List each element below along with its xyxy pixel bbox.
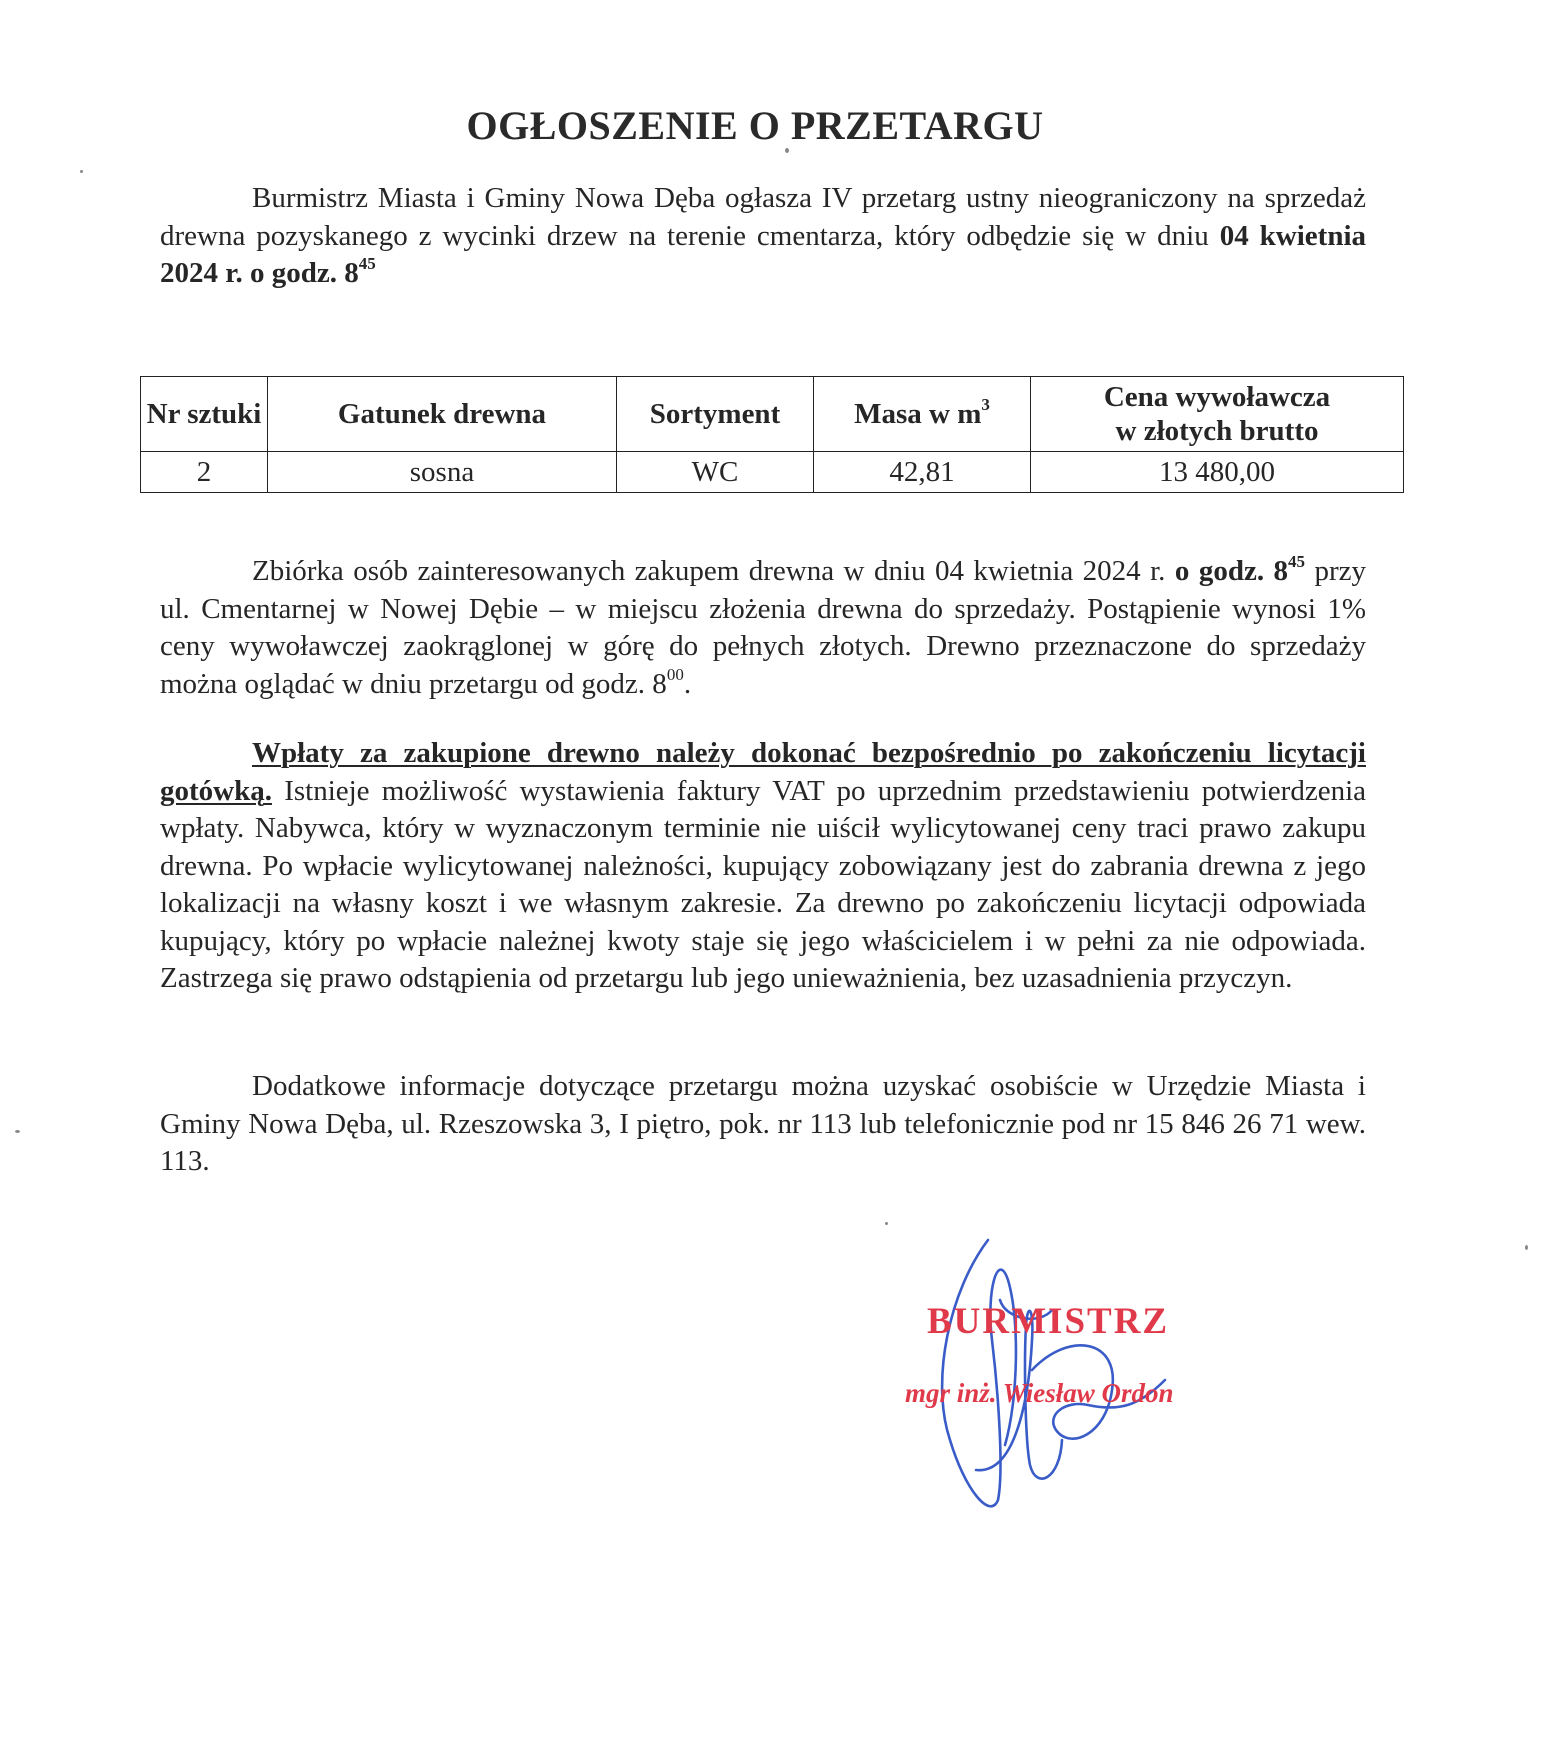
contact-paragraph: Dodatkowe informacje dotyczące przetargu można uzyskać osobiście w Urzędzie Miasta i Gminy Nowa Dęba, ul. Rzeszowska 3, I piętro, pok. nr 113 lub telefonicznie pod nr 15 846 26 71 wew. 113.: [160, 1070, 1366, 1177]
handwritten-signature: [880, 1230, 1240, 1520]
page-title: OGŁOSZENIE O PRZETARGU: [466, 103, 1044, 148]
gathering-paragraph: Zbiórka osób zainteresowanych zakupem drewna w dniu 04 kwietnia 2024 r. o godz. $8^{45}$ przy ul. Cmentarnej w Nowej Dębie – w miejscu złożenia drewna do sprzedaży. Postąpienie wynosi 1% ceny wywoławczej zaokrąglonej w górę do pełnych złotych. Drewno przeznaczone do sprzedaży można oglądać w dniu przetargu od godz. $8^{00}$.: [160, 552, 1367, 700]
cell-sortyment: WC: [617, 452, 814, 493]
cell-nr: 2: [141, 452, 268, 493]
scan-speck: [80, 170, 83, 173]
intro-paragraph: [160, 180, 1366, 293]
intro-text: Burmistrz Miasta i Gminy Nowa Dęba ogłasza IV przetarg ustny nieograniczony na sprzedaż drewna pozyskanego z wycinki drzew na terenie cmentarza, który odbędzie się w dniu: [160, 182, 1366, 252]
header-nr: Nr sztuki: [141, 377, 268, 452]
scan-speck: [885, 1222, 888, 1225]
table-header-row: [141, 377, 1404, 452]
cell-gatunek: sosna: [268, 452, 617, 493]
header-sortyment: Sortyment: [617, 377, 814, 452]
gathering-time: o godz. 8: [1174, 555, 1289, 587]
payment-notice: Wpłaty za zakupione drewno należy dokonać bezpośrednio po zakończeniu licytacji gotówką.: [160, 737, 1366, 807]
table-row: [141, 452, 1404, 493]
scan-speck: [1525, 1245, 1528, 1250]
payment-paragraph: Wpłaty za zakupione drewno należy dokonać bezpośrednio po zakończeniu licytacji gotówką. Istnieje możliwość wystawienia faktury VAT po uprzednim przedstawieniu potwierdzenia wpłaty. Nabywca, który w wyznaczonym terminie nie uiścił wylicytowanej ceny traci prawo zakupu drewna. Po wpłacie wylicytowanej należności, kupujący zobowiązany jest do zabrania drewna z jego lokalizacji na własny koszt i we własnym zakresie. Za drewno po zakończeniu licytacji odpowiada kupujący, który po wpłacie należnej kwoty staje się jego właścicielem i w pełni za nie odpowiada. Zastrzega się prawo odstąpienia od przetargu lub jego unieważnienia, bez uzasadnienia przyczyn.: [160, 737, 1366, 994]
wood-table: [140, 376, 1404, 493]
cell-cena: 13 480,00: [1031, 452, 1404, 493]
scan-speck: [15, 1130, 20, 1133]
stamp-title: BURMISTRZ: [927, 1301, 1170, 1342]
header-masa: Masa w $m^3$: [814, 377, 1031, 452]
stamp-name: mgr inż. Wiesław Ordon: [905, 1378, 1174, 1408]
cell-masa: 42,81: [814, 452, 1031, 493]
auction-time-sup: 45: [358, 254, 376, 273]
header-cena: Cena wywoławcza w złotych brutto: [1031, 377, 1404, 452]
scan-speck: [785, 148, 789, 153]
header-gatunek: Gatunek drewna: [268, 377, 617, 452]
auction-date: 04 kwietnia 2024 r. o godz. 8: [160, 219, 1367, 289]
